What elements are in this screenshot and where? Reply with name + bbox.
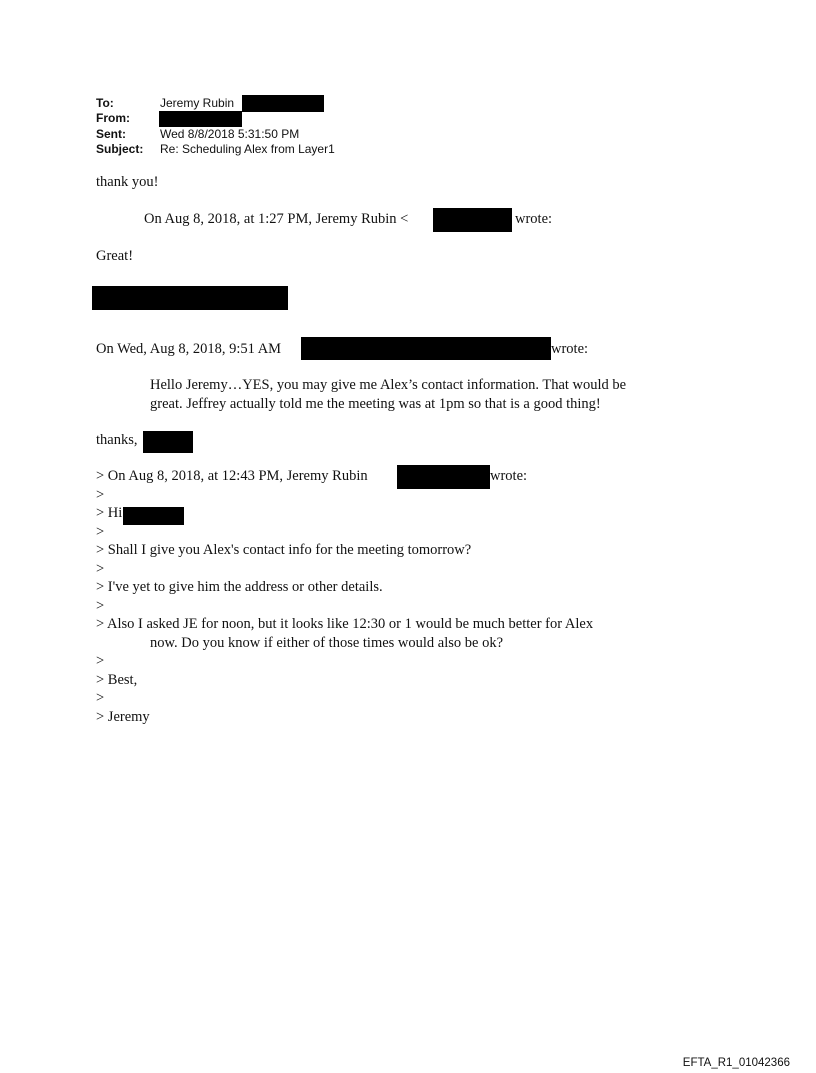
thanks-line: thanks, bbox=[96, 432, 138, 448]
thank-you-line: thank you! bbox=[96, 174, 159, 190]
redaction-thanks-name bbox=[143, 431, 193, 453]
q3-gt5: > bbox=[96, 653, 105, 669]
quote2-intro-b: wrote: bbox=[551, 341, 589, 357]
from-label: From: bbox=[96, 111, 130, 125]
header-to-row bbox=[96, 97, 234, 110]
q3-intro-b: wrote: bbox=[490, 468, 528, 484]
redaction-q3-hi-name bbox=[123, 507, 184, 525]
header-from-row bbox=[96, 112, 160, 125]
to-label: To: bbox=[96, 96, 114, 110]
q3-gt2: > bbox=[96, 524, 105, 540]
q3-gt1: > bbox=[96, 487, 105, 503]
quote1-intro-b: wrote: bbox=[515, 211, 553, 227]
q3-also-line1: > Also I asked JE for noon, but it looks like 12:30 or 1 would be much better for Alex bbox=[96, 616, 594, 632]
redaction-quote1-email bbox=[433, 208, 512, 232]
subject-label: Subject: bbox=[96, 142, 144, 156]
q3-best: > Best, bbox=[96, 672, 138, 688]
header-sent-row bbox=[96, 128, 299, 141]
q3-gt3: > bbox=[96, 561, 105, 577]
to-value: Jeremy Rubin bbox=[160, 96, 235, 110]
q3-hi: > Hi bbox=[96, 505, 123, 521]
q3-gt4: > bbox=[96, 598, 105, 614]
q3-also-line2: now. Do you know if either of those times would also be ok? bbox=[150, 635, 504, 651]
quote1-intro-a: On Aug 8, 2018, at 1:27 PM, Jeremy Rubin < bbox=[144, 211, 409, 227]
subject-value: Re: Scheduling Alex from Layer1 bbox=[160, 142, 335, 156]
redaction-quote2-sender bbox=[301, 337, 551, 360]
q3-jeremy: > Jeremy bbox=[96, 709, 150, 725]
redaction-signature bbox=[92, 286, 288, 310]
q3-intro-a: > On Aug 8, 2018, at 12:43 PM, Jeremy Rubin bbox=[96, 468, 368, 484]
quote2-line2: great. Jeffrey actually told me the meeting was at 1pm so that is a good thing! bbox=[150, 396, 601, 412]
sent-label: Sent: bbox=[96, 127, 126, 141]
q3-gt6: > bbox=[96, 690, 105, 706]
sent-value: Wed 8/8/2018 5:31:50 PM bbox=[160, 127, 300, 141]
redaction-to-email bbox=[242, 95, 324, 112]
redaction-q3-email bbox=[397, 465, 490, 489]
quote2-intro-a: On Wed, Aug 8, 2018, 9:51 AM bbox=[96, 341, 282, 357]
document-id: EFTA_R1_01042366 bbox=[682, 1057, 790, 1069]
redaction-from bbox=[159, 111, 242, 127]
q3-shall: > Shall I give you Alex's contact info for the meeting tomorrow? bbox=[96, 542, 472, 558]
q3-yet: > I've yet to give him the address or other details. bbox=[96, 579, 383, 595]
great-line: Great! bbox=[96, 248, 134, 264]
header-subject-row bbox=[96, 143, 335, 156]
quote2-line1: Hello Jeremy…YES, you may give me Alex’s contact information. That would be bbox=[150, 377, 627, 393]
